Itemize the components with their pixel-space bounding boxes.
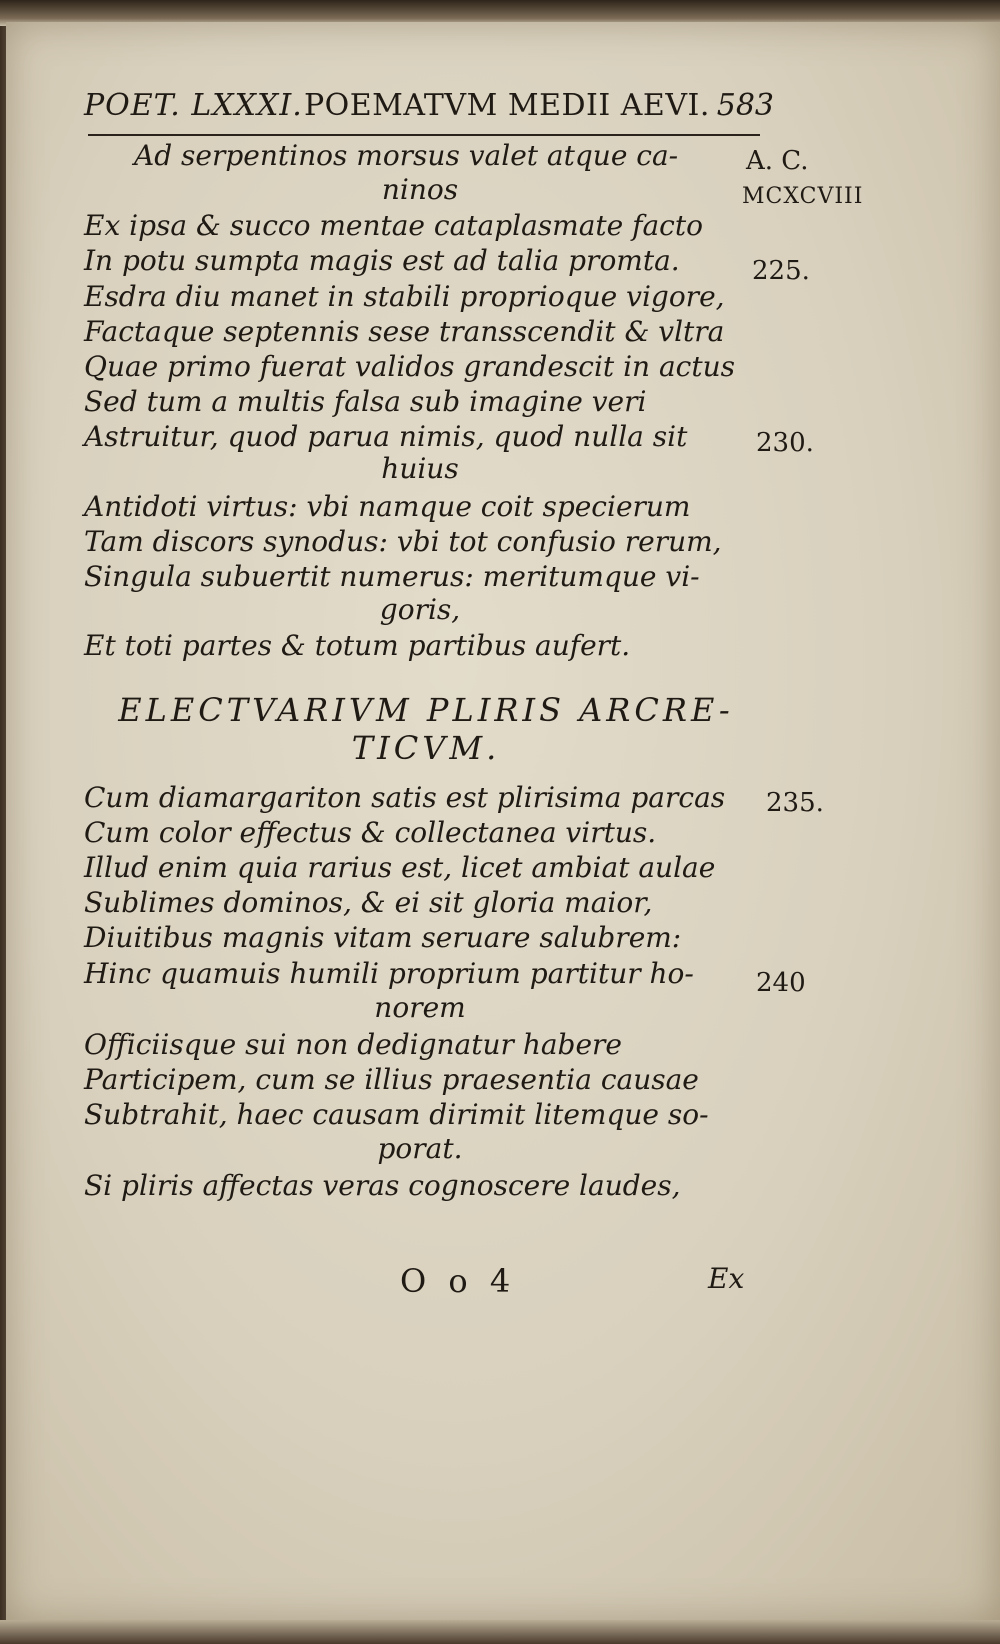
verse-continuation: norem [374, 991, 466, 1024]
margin-line-number: 225. [752, 256, 810, 286]
verse-line: Factaque septennis sese transscendit & vltra [84, 315, 725, 348]
verse-line: Ad serpentinos morsus valet atque ca- [134, 139, 679, 172]
verse-line: Si pliris affectas veras cognoscere laudes, [84, 1169, 681, 1202]
catchword: Ex [708, 1262, 745, 1295]
verse-line: Quae primo fuerat validos grandescit in actus [84, 350, 735, 383]
margin-line-number: 235. [766, 788, 824, 818]
signature-mark: O o 4 [400, 1262, 517, 1300]
verse-continuation: huius [381, 452, 459, 485]
verse-line: Cum color effectus & collectanea virtus. [84, 816, 657, 849]
verse-line: Sed tum a multis falsa sub imagine veri [84, 385, 647, 418]
margin-year-value: MCXCVIII [742, 184, 864, 209]
verse-line: Ex ipsa & succo mentae cataplasmate facto [84, 209, 703, 242]
verse-line: Diuitibus magnis vitam seruare salubrem: [84, 921, 682, 954]
verse-line: Astruitur, quod parua nimis, quod nulla sit [84, 420, 688, 453]
header-title: POEMATVM MEDII AEVI. [304, 88, 710, 123]
verse-continuation: goris, [379, 593, 461, 626]
verse-line: Hinc quamuis humili proprium partitur ho- [84, 957, 694, 990]
verse-line: In potu sumpta magis est ad talia promta. [84, 244, 680, 277]
verse-line: Subtrahit, haec causam dirimit litemque so- [84, 1098, 709, 1131]
running-header [84, 88, 774, 132]
verse-line: Officiisque sui non dedignatur habere [84, 1028, 622, 1061]
verse-line: Tam discors synodus: vbi tot confusio rerum, [84, 525, 722, 558]
verse-line: Antidoti virtus: vbi namque coit specierum [84, 490, 691, 523]
page-number: 583 [716, 88, 774, 123]
verse-continuation: ninos [381, 173, 459, 206]
verse-continuation: porat. [377, 1132, 463, 1165]
margin-year-label: A. C. [746, 146, 809, 176]
verse-line: Illud enim quia rarius est, licet ambiat aulae [84, 851, 716, 884]
header-rule [88, 134, 760, 136]
header-poem-number: POET. LXXXI. [84, 88, 303, 123]
section-title-line1: ELECTVARIVM PLIRIS ARCRE- [118, 691, 734, 729]
verse-line: Cum diamargariton satis est plirisima parcas [84, 781, 726, 814]
section-title-line2: TICVM. [351, 729, 501, 767]
verse-line: Singula subuertit numerus: meritumque vi- [84, 560, 700, 593]
margin-line-number: 230. [756, 428, 814, 458]
verse-line: Et toti partes & totum partibus aufert. [84, 629, 631, 662]
verse-line: Esdra diu manet in stabili proprioque vigore, [84, 280, 725, 313]
margin-line-number: 240 [756, 968, 806, 998]
page-bottom-edge [0, 1620, 1000, 1644]
verse-line: Sublimes dominos, & ei sit gloria maior, [84, 886, 653, 919]
verse-line: Participem, cum se illius praesentia causae [84, 1063, 699, 1096]
